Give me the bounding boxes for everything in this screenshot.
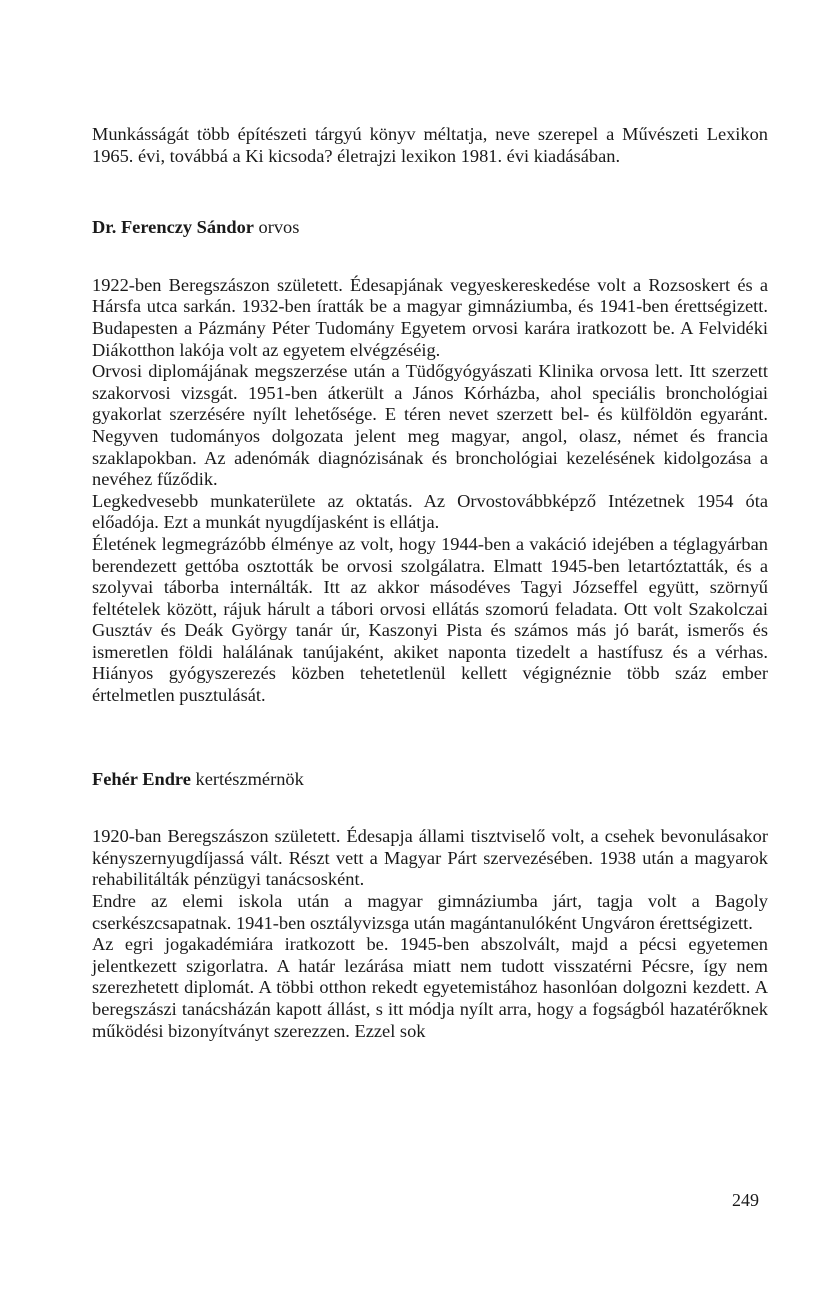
entry-heading-ferenczy — [92, 217, 768, 239]
body-paragraph: Az egri jogakadémiára iratkozott be. 1945-ben abszolvált, majd a pécsi egyetemen jelentkezett szigorlatra. A határ lezárása miatt nem tudott visszatérni Pécsre, így nem szerezhetett diplomát. A többi otthon rekedt egyetemistához hasonlóan dolgozni kezdett. A beregszászi tanácsházán kapott állást, s itt módja nyílt arra, hogy a fogságból hazatérőknek működési bizonyítványt szerezzen. Ezzel sok — [92, 934, 768, 1041]
page-body — [92, 124, 768, 1042]
entry-profession: kertészmérnök — [195, 768, 304, 789]
body-paragraph: Életének legmegrázóbb élménye az volt, hogy 1944-ben a vakáció idejében a téglagyárban berendezett gettóba osztották be orvosi szolgálatra. Elmatt 1945-ben letartóztatták, és a szolyvai táborba internálták. Itt az akkor másodéves Tagyi Józseffel együtt, szörnyű feltételek között, rájuk hárult a tábori orvosi ellátás szomorú feladata. Ott volt Szakolczai Gusztáv és Deák György tanár úr, Kaszonyi Pista és számos más jó barát, ismerős és ismeretlen földi halálának tanújaként, akiket naponta tizedelt a hastífusz és a vérhas. Hiányos gyógyszerezés közben tehetetlenül kellett végignéznie több száz ember értelmetlen pusztulását. — [92, 533, 768, 706]
body-paragraph: 1920-ban Beregszászon született. Édesapja állami tisztviselő volt, a csehek bevonulásakor kényszernyugdíjassá vált. Részt vett a Magyar Párt szervezésében. 1938 után a magyarok rehabilitálták pénzügyi tanácsosként. — [92, 826, 768, 890]
intro-paragraph: Munkásságát több építészeti tárgyú könyv méltatja, neve szerepel a Művészeti Lexikon 1965. évi, továbbá a Ki kicsoda? életrajzi lexikon 1981. évi kiadásában. — [92, 124, 768, 166]
entry-name: Fehér Endre — [92, 768, 191, 789]
body-paragraph: Orvosi diplomájának megszerzése után a Tüdőgyógyászati Klinika orvosa lett. Itt szerzett szakorvosi vizsgát. 1951-ben átkerült a János Kórházba, ahol speciális bronchológiai gyakorlat szerzésére nyílt lehetősége. E téren nevet szerzett bel- és külföldön egyaránt. Negyven tudományos dolgozata jelent meg magyar, angol, olasz, német és francia szaklapokban. Az adenómák diagnózisának és bronchológiai kezelésének kidolgozása a nevéhez fűződik. — [92, 361, 768, 490]
entry-profession: orvos — [258, 217, 300, 238]
body-paragraph: Endre az elemi iskola után a magyar gimnáziumba járt, tagja volt a Bagoly cserkészcsapatnak. 1941-ben osztályvizsga után magántanulóként Ungváron érettségizett. — [92, 891, 768, 933]
body-paragraph: 1922-ben Beregszászon született. Édesapjának vegyeskereskedése volt a Rozsoskert és a Hársfa utca sarkán. 1932-ben íratták be a magyar gimnáziumba, és 1941-ben érettségizett. Budapesten a Pázmány Péter Tudomány Egyetem orvosi karára iratkozott be. A Felvidéki Diákotthon lakója volt az egyetem elvégzéséig. — [92, 274, 768, 360]
entry-heading-feher — [92, 769, 768, 791]
page-number: 249 — [732, 1190, 759, 1210]
body-paragraph: Legkedvesebb munkaterülete az oktatás. Az Orvostovábbképző Intézetnek 1954 óta előadója. Ezt a munkát nyugdíjasként is ellátja. — [92, 490, 768, 533]
entry-name: Dr. Ferenczy Sándor — [92, 217, 254, 238]
